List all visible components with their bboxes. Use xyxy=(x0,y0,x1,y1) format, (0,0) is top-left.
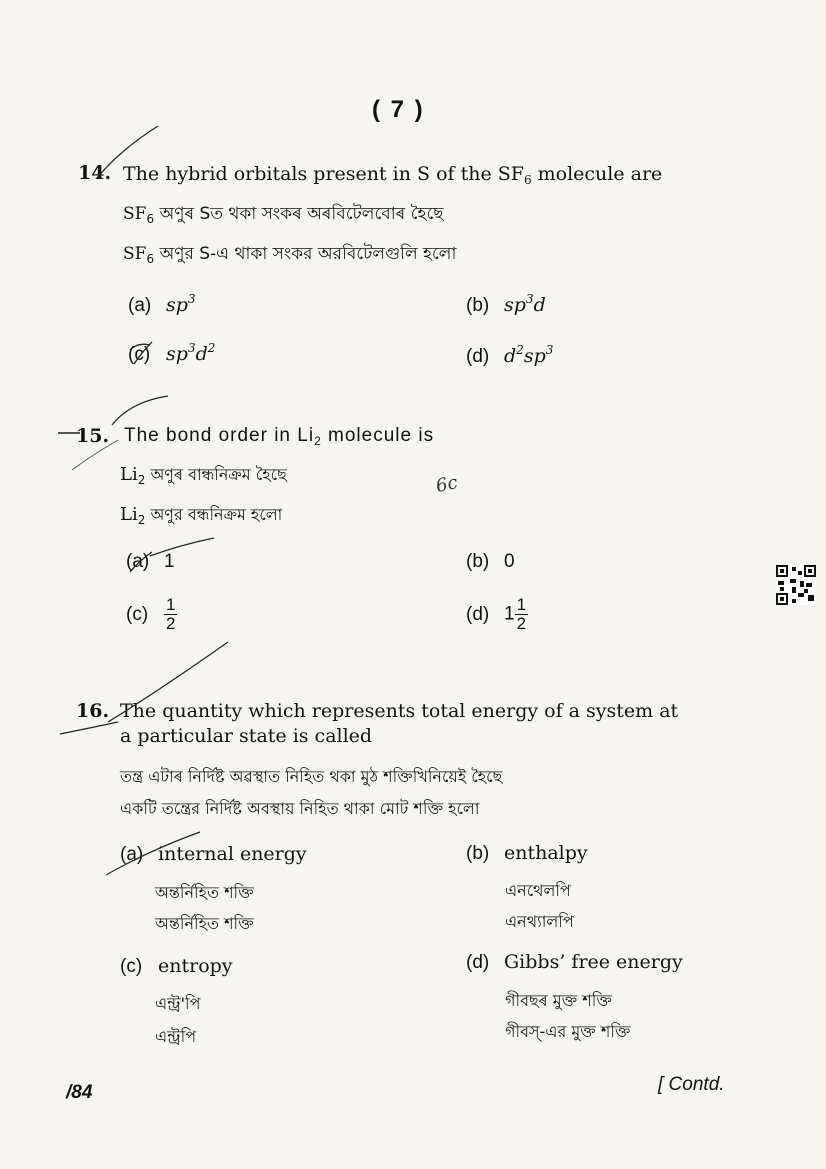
question-16-option-a: (a) internal energy xyxy=(120,843,307,865)
question-16-option-b: (b) enthalpy xyxy=(466,842,588,864)
question-16-bengali: একটি তন্ত্রের নির্দিষ্ট অবস্থায় নিহিত থাকা মোট শক্তি হলো xyxy=(120,799,480,818)
question-15-assamese: $Li_2$ অণুৰ বান্ধনিক্ৰম হৈছে xyxy=(120,464,287,487)
handwritten-note: 6c xyxy=(434,471,460,498)
page-number: ( 7 ) xyxy=(372,96,425,123)
fraction-one-half: $\frac{1}{2}$ xyxy=(166,595,176,633)
question-14-bengali: $SF_6$ অণুর S-এ থাকা সংকর অরবিটেলগুলি হলো xyxy=(123,244,457,266)
question-15-english: The bond order in $Li_2$ molecule is xyxy=(124,425,435,448)
question-16-option-d-assamese: গীবছৰ মুক্ত শক্তি xyxy=(505,991,612,1010)
question-14-english: The hybrid orbitals present in S of the $SF_6$ molecule are xyxy=(123,163,663,187)
question-16-option-a-bengali: অন্তর্নিহিত শক্তি xyxy=(155,914,254,933)
footer-continued: [ Contd. xyxy=(658,1074,725,1095)
question-15-number: 15. xyxy=(76,425,110,447)
question-14-assamese: $SF_6$ অণুৰ Sত থকা সংকৰ অৰবিটেলবোৰ হৈছে xyxy=(123,204,444,226)
question-16-option-b-bengali: এনথ্যালপি xyxy=(505,912,574,931)
question-16-option-c: (c) entropy xyxy=(120,955,233,977)
question-16-option-d: (d) Gibbs’ free energy xyxy=(466,951,683,973)
question-15-option-b: (b) 0 xyxy=(466,551,515,572)
question-16-option-c-bengali: এন্ট্রপি xyxy=(155,1027,197,1046)
question-14-option-a: (a) $sp^3$ xyxy=(128,292,196,316)
fraction-one-half: $\frac{1}{2}$ xyxy=(516,595,527,633)
question-14-option-d: (d) $d^2sp^3$ xyxy=(466,343,554,367)
question-16-option-c-assamese: এন্ট্ৰ'পি xyxy=(155,994,201,1013)
question-15-bengali: $Li_2$ অণুর বন্ধনিক্রম হলো xyxy=(120,504,283,527)
question-14-option-b: (b) $sp^3d$ xyxy=(466,292,546,316)
question-16-english-line2: a particular state is called xyxy=(120,725,373,747)
question-16-english-line1: The quantity which represents total energy of a system at xyxy=(120,700,679,722)
question-16-number: 16. xyxy=(76,700,110,722)
question-16-option-a-assamese: অন্তৰ্নিহিত শক্তি xyxy=(155,883,254,902)
question-16-assamese: তন্ত্ৰ এটাৰ নিৰ্দিষ্ট অৱস্থাত নিহিত থকা মুঠ শক্তিখিনিয়েই হৈছে xyxy=(120,767,503,786)
question-14-option-c: (c) $sp^3d^2$ xyxy=(128,341,216,365)
qr-code-icon xyxy=(776,565,816,605)
question-14-number: 14. xyxy=(78,162,112,184)
question-15-option-c: (c) $\frac{1}{2}$ xyxy=(126,595,176,633)
question-16-option-b-assamese: এনথেলপি xyxy=(505,881,571,900)
question-15-option-a: (a) 1 xyxy=(126,551,175,572)
question-15-option-d: (d) 1 $\frac{1}{2}$ xyxy=(466,595,527,633)
footer-paper-code: /84 xyxy=(66,1082,93,1103)
question-16-option-d-bengali: গীবস্-এর মুক্ত শক্তি xyxy=(505,1022,631,1041)
